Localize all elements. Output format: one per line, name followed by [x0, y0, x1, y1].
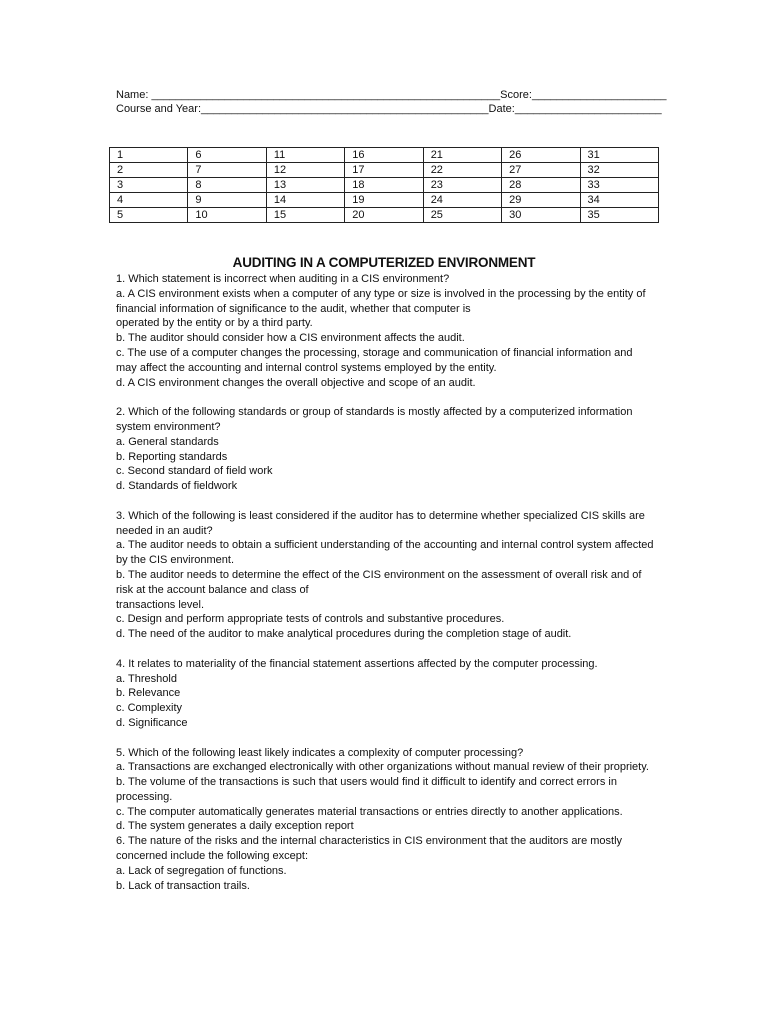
- answer-grid-cell: 4: [110, 193, 188, 208]
- question-option: c. Design and perform appropriate tests of controls and substantive procedures.: [116, 613, 505, 626]
- answer-grid-cell: 28: [502, 178, 580, 193]
- answer-grid-cell: 10: [188, 208, 266, 223]
- question-stem: 2. Which of the following standards or group of standards is mostly affected by a computerized information system environment?: [116, 406, 633, 433]
- answer-grid-cell: 8: [188, 178, 266, 193]
- question-block: [116, 272, 656, 390]
- question-option: b. Lack of transaction trails.: [116, 879, 250, 892]
- question-option: c. The computer automatically generates material transactions or entries directly to another applications.: [116, 805, 623, 818]
- question-option: d. The need of the auditor to make analytical procedures during the completion stage of audit.: [116, 628, 572, 641]
- answer-grid-cell: 24: [423, 193, 501, 208]
- question-stem: 5. Which of the following least likely indicates a complexity of computer processing?: [116, 746, 524, 759]
- answer-grid-cell: 31: [580, 148, 658, 163]
- name-score-line: Name: _________________________________________________________Score:______________________: [116, 89, 667, 101]
- question-option: c. Complexity: [116, 702, 183, 715]
- question-option: c. The use of a computer changes the processing, storage and communication of financial information and may affect the accounting and internal control systems employed by the entity.: [116, 346, 633, 374]
- question-block: [116, 834, 656, 893]
- answer-grid-cell: 30: [502, 208, 580, 223]
- answer-grid-cell: 11: [266, 148, 344, 163]
- answer-grid-cell: 2: [110, 163, 188, 178]
- question-option: b. The auditor needs to determine the effect of the CIS environment on the assessment of overall risk and of risk at the account balance and class of: [116, 568, 642, 596]
- question-stem: 6. The nature of the risks and the internal characteristics in CIS environment that the auditors are mostly concerned include the following except:: [116, 835, 623, 863]
- answer-grid-cell: 23: [423, 178, 501, 193]
- answer-grid-cell: 12: [266, 163, 344, 178]
- question-stem: 3. Which of the following is least considered if the auditor has to determine whether specialized CIS skills are needed in an audit?: [116, 509, 645, 537]
- answer-grid-row: [110, 163, 659, 178]
- answer-grid-cell: 9: [188, 193, 266, 208]
- answer-grid-row: [110, 193, 659, 208]
- answer-grid-row: [110, 148, 659, 163]
- question-option: d. The system generates a daily exception report: [116, 820, 354, 833]
- question-option: a. The auditor needs to obtain a sufficient understanding of the accounting and internal control system affected by the CIS environment.: [116, 539, 654, 567]
- course-date-line: Course and Year:_______________________________________________Date:________________________: [116, 103, 662, 115]
- answer-grid-cell: 16: [345, 148, 423, 163]
- answer-grid-cell: 13: [266, 178, 344, 193]
- question-block: [116, 405, 656, 494]
- question-stem: 1. Which statement is incorrect when auditing in a CIS environment?: [116, 273, 450, 285]
- question-option: d. Significance: [116, 716, 188, 729]
- question-option: transactions level.: [116, 598, 205, 611]
- question-option: a. Lack of segregation of functions.: [116, 864, 287, 877]
- answer-grid-cell: 1: [110, 148, 188, 163]
- question-option: a. Threshold: [116, 672, 177, 685]
- answer-grid-cell: 29: [502, 193, 580, 208]
- question-option: c. Second standard of field work: [116, 465, 273, 478]
- answer-grid-cell: 5: [110, 208, 188, 223]
- question-option: b. Relevance: [116, 687, 181, 700]
- answer-grid-cell: 21: [423, 148, 501, 163]
- answer-grid-cell: 7: [188, 163, 266, 178]
- answer-grid-cell: 14: [266, 193, 344, 208]
- questions-body: [116, 272, 656, 908]
- answer-grid-row: [110, 208, 659, 223]
- question-option: b. The volume of the transactions is such that users would find it difficult to identify and correct errors in processing.: [116, 776, 617, 803]
- answer-grid-cell: 20: [345, 208, 423, 223]
- question-block: [116, 657, 656, 731]
- question-option: d. A CIS environment changes the overall objective and scope of an audit.: [116, 376, 476, 389]
- answer-grid-cell: 15: [266, 208, 344, 223]
- answer-grid-cell: 35: [580, 208, 658, 223]
- question-option: b. Reporting standards: [116, 450, 228, 463]
- question-stem: 4. It relates to materiality of the financial statement assertions affected by the computer processing.: [116, 657, 598, 670]
- question-block: [116, 746, 656, 835]
- question-option: d. Standards of fieldwork: [116, 480, 238, 493]
- answer-grid-cell: 33: [580, 178, 658, 193]
- page-title: AUDITING IN A COMPUTERIZED ENVIRONMENT: [232, 255, 536, 270]
- answer-grid-cell: 32: [580, 163, 658, 178]
- question-option: a. Transactions are exchanged electronically with other organizations without manual review of their propriety.: [116, 761, 649, 774]
- answer-grid-cell: 6: [188, 148, 266, 163]
- answer-grid-cell: 34: [580, 193, 658, 208]
- answer-grid-cell: 26: [502, 148, 580, 163]
- answer-grid-cell: 17: [345, 163, 423, 178]
- answer-grid-cell: 19: [345, 193, 423, 208]
- answer-grid-row: [110, 178, 659, 193]
- answer-grid-cell: 3: [110, 178, 188, 193]
- answer-grid-cell: 25: [423, 208, 501, 223]
- answer-grid-cell: 27: [502, 163, 580, 178]
- question-block: [116, 509, 656, 642]
- question-option: a. A CIS environment exists when a computer of any type or size is involved in the processing by the entity of financial information of significance to the audit, whether that computer is: [116, 287, 646, 315]
- answer-grid: [109, 147, 659, 223]
- answer-grid-cell: 18: [345, 178, 423, 193]
- answer-grid-cell: 22: [423, 163, 501, 178]
- question-option: b. The auditor should consider how a CIS environment affects the audit.: [116, 332, 465, 345]
- question-option: a. General standards: [116, 435, 219, 448]
- question-option: operated by the entity or by a third party.: [116, 317, 313, 330]
